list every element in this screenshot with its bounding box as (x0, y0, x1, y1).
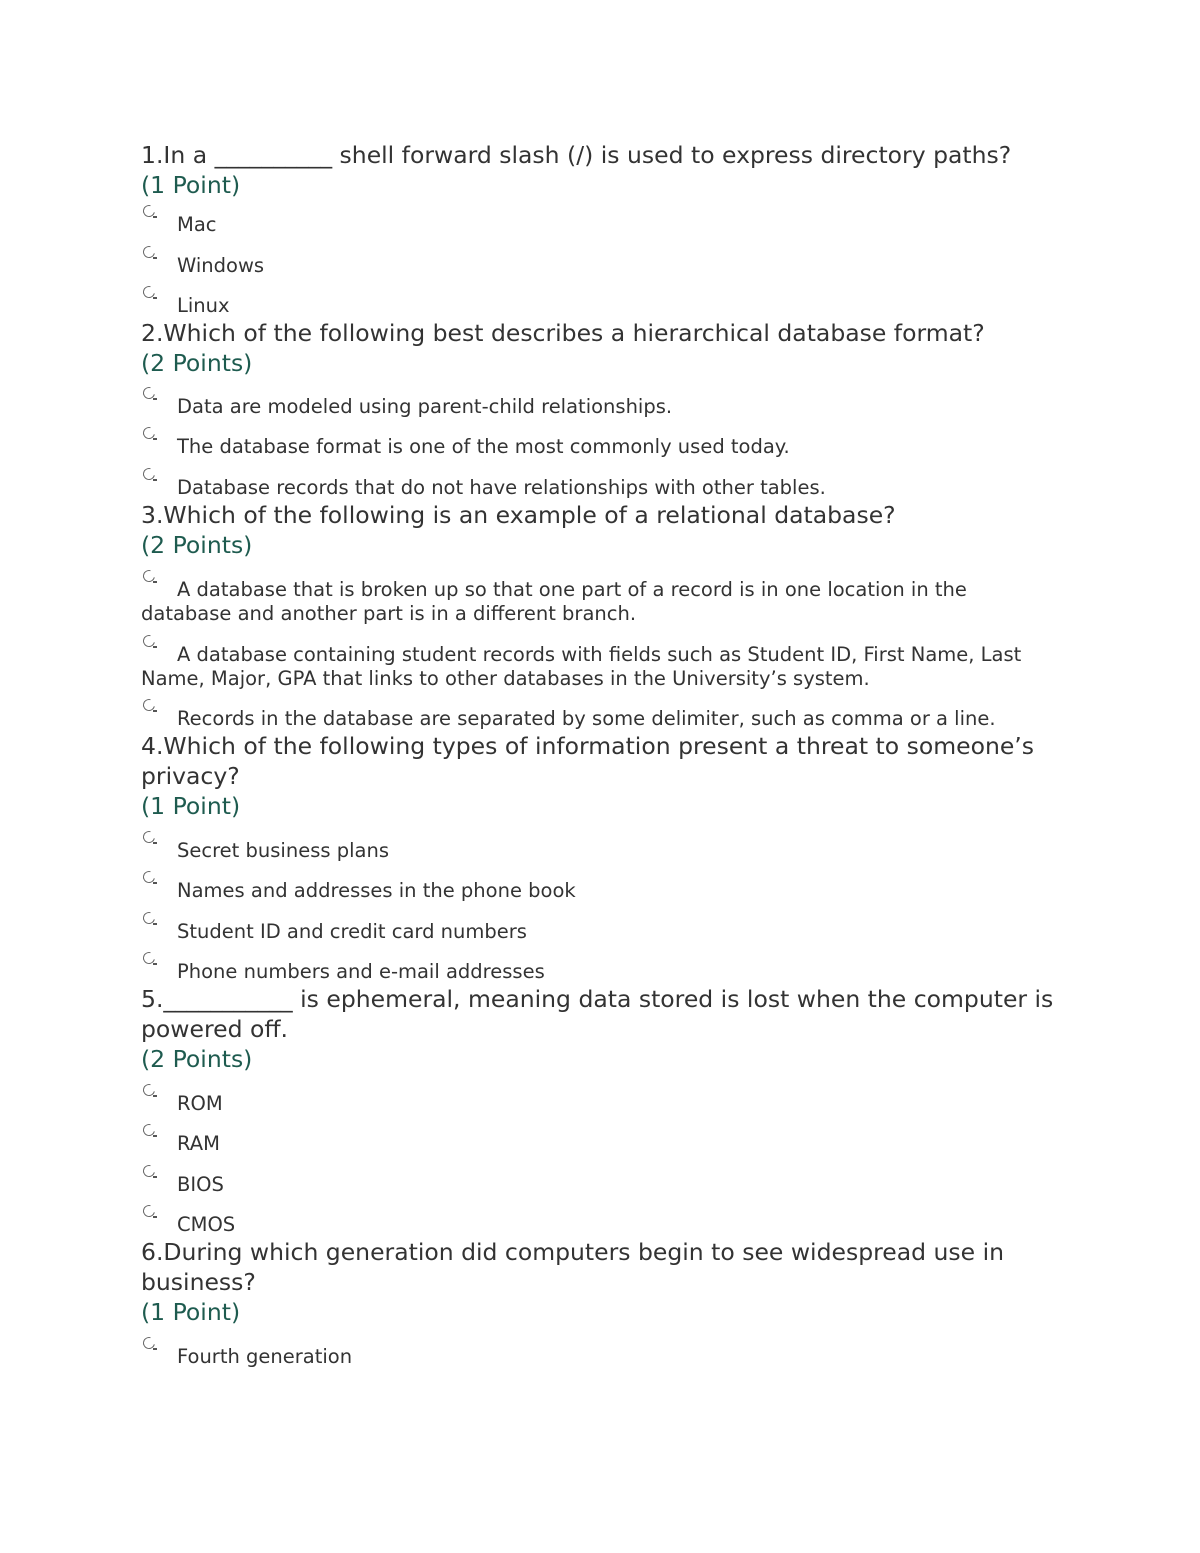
answer-option[interactable] (141, 254, 1061, 278)
answer-option[interactable] (141, 960, 1061, 984)
radio-button-icon[interactable] (141, 829, 159, 847)
radio-button-icon[interactable] (141, 1203, 159, 1221)
question-title: 6.During which generation did computers begin to see widespread use in business? (141, 1238, 1005, 1296)
question-6 (141, 1237, 1061, 1369)
option-label: Student ID and credit card numbers (177, 920, 527, 943)
answer-option[interactable] (141, 1173, 1061, 1197)
radio-button-icon[interactable] (141, 1163, 159, 1181)
radio-button-icon[interactable] (141, 568, 159, 586)
question-points: (2 Points) (141, 1045, 253, 1073)
question-points: (2 Points) (141, 531, 253, 559)
option-label: ROM (177, 1092, 223, 1115)
answer-option[interactable] (141, 839, 1061, 863)
question-1 (141, 140, 1061, 318)
radio-button-icon[interactable] (141, 1122, 159, 1140)
question-title: 1.In a __________ shell forward slash (/) is used to express directory paths? (141, 141, 1012, 169)
option-label: Database records that do not have relationships with other tables. (177, 476, 826, 499)
answer-option[interactable] (141, 294, 1061, 318)
radio-button-icon[interactable] (141, 1335, 159, 1353)
radio-button-icon[interactable] (141, 203, 159, 221)
answer-option[interactable] (141, 1345, 1061, 1369)
answer-option[interactable] (141, 395, 1061, 419)
answer-option[interactable] (141, 213, 1061, 237)
answer-option[interactable] (141, 643, 1061, 691)
option-label: Linux (177, 294, 230, 317)
answer-option[interactable] (141, 435, 1061, 459)
radio-button-icon[interactable] (141, 697, 159, 715)
radio-button-icon[interactable] (141, 425, 159, 443)
question-points: (1 Point) (141, 792, 241, 820)
answer-option[interactable] (141, 707, 1061, 731)
question-points: (2 Points) (141, 349, 253, 377)
option-label: A database containing student records with fields such as Student ID, First Name, Last Name, Major, GPA that links to other databases in the University’s system. (141, 643, 1022, 690)
answer-option[interactable] (141, 920, 1061, 944)
question-points: (1 Point) (141, 1298, 241, 1326)
option-label: Secret business plans (177, 839, 389, 862)
answer-option[interactable] (141, 1213, 1061, 1237)
option-label: CMOS (177, 1213, 236, 1236)
question-points: (1 Point) (141, 171, 241, 199)
radio-button-icon[interactable] (141, 284, 159, 302)
radio-button-icon[interactable] (141, 244, 159, 262)
quiz-document (141, 140, 1061, 1369)
radio-button-icon[interactable] (141, 950, 159, 968)
question-2 (141, 318, 1061, 500)
option-label: Mac (177, 213, 217, 236)
option-label: BIOS (177, 1173, 224, 1196)
radio-button-icon[interactable] (141, 385, 159, 403)
option-label: Windows (177, 254, 265, 277)
question-title: 2.Which of the following best describes a hierarchical database format? (141, 319, 985, 347)
radio-button-icon[interactable] (141, 1082, 159, 1100)
radio-button-icon[interactable] (141, 633, 159, 651)
question-3 (141, 500, 1061, 731)
option-label: A database that is broken up so that one part of a record is in one location in the database and another part is in a different branch. (141, 578, 967, 625)
answer-option[interactable] (141, 1132, 1061, 1156)
question-title: 5.___________ is ephemeral, meaning data stored is lost when the computer is powered off. (141, 985, 1054, 1043)
question-title: 3.Which of the following is an example of a relational database? (141, 501, 896, 529)
option-label: Names and addresses in the phone book (177, 879, 576, 902)
answer-option[interactable] (141, 578, 1061, 626)
option-label: Data are modeled using parent-child relationships. (177, 395, 673, 418)
answer-option[interactable] (141, 879, 1061, 903)
question-5 (141, 984, 1061, 1237)
option-label: Records in the database are separated by some delimiter, such as comma or a line. (177, 707, 996, 730)
radio-button-icon[interactable] (141, 910, 159, 928)
question-title: 4.Which of the following types of information present a threat to someone’s privacy? (141, 732, 1035, 790)
question-4 (141, 731, 1061, 984)
radio-button-icon[interactable] (141, 869, 159, 887)
option-label: The database format is one of the most commonly used today. (177, 435, 790, 458)
answer-option[interactable] (141, 476, 1061, 500)
answer-option[interactable] (141, 1092, 1061, 1116)
radio-button-icon[interactable] (141, 466, 159, 484)
option-label: RAM (177, 1132, 220, 1155)
option-label: Phone numbers and e-mail addresses (177, 960, 545, 983)
option-label: Fourth generation (177, 1345, 353, 1368)
